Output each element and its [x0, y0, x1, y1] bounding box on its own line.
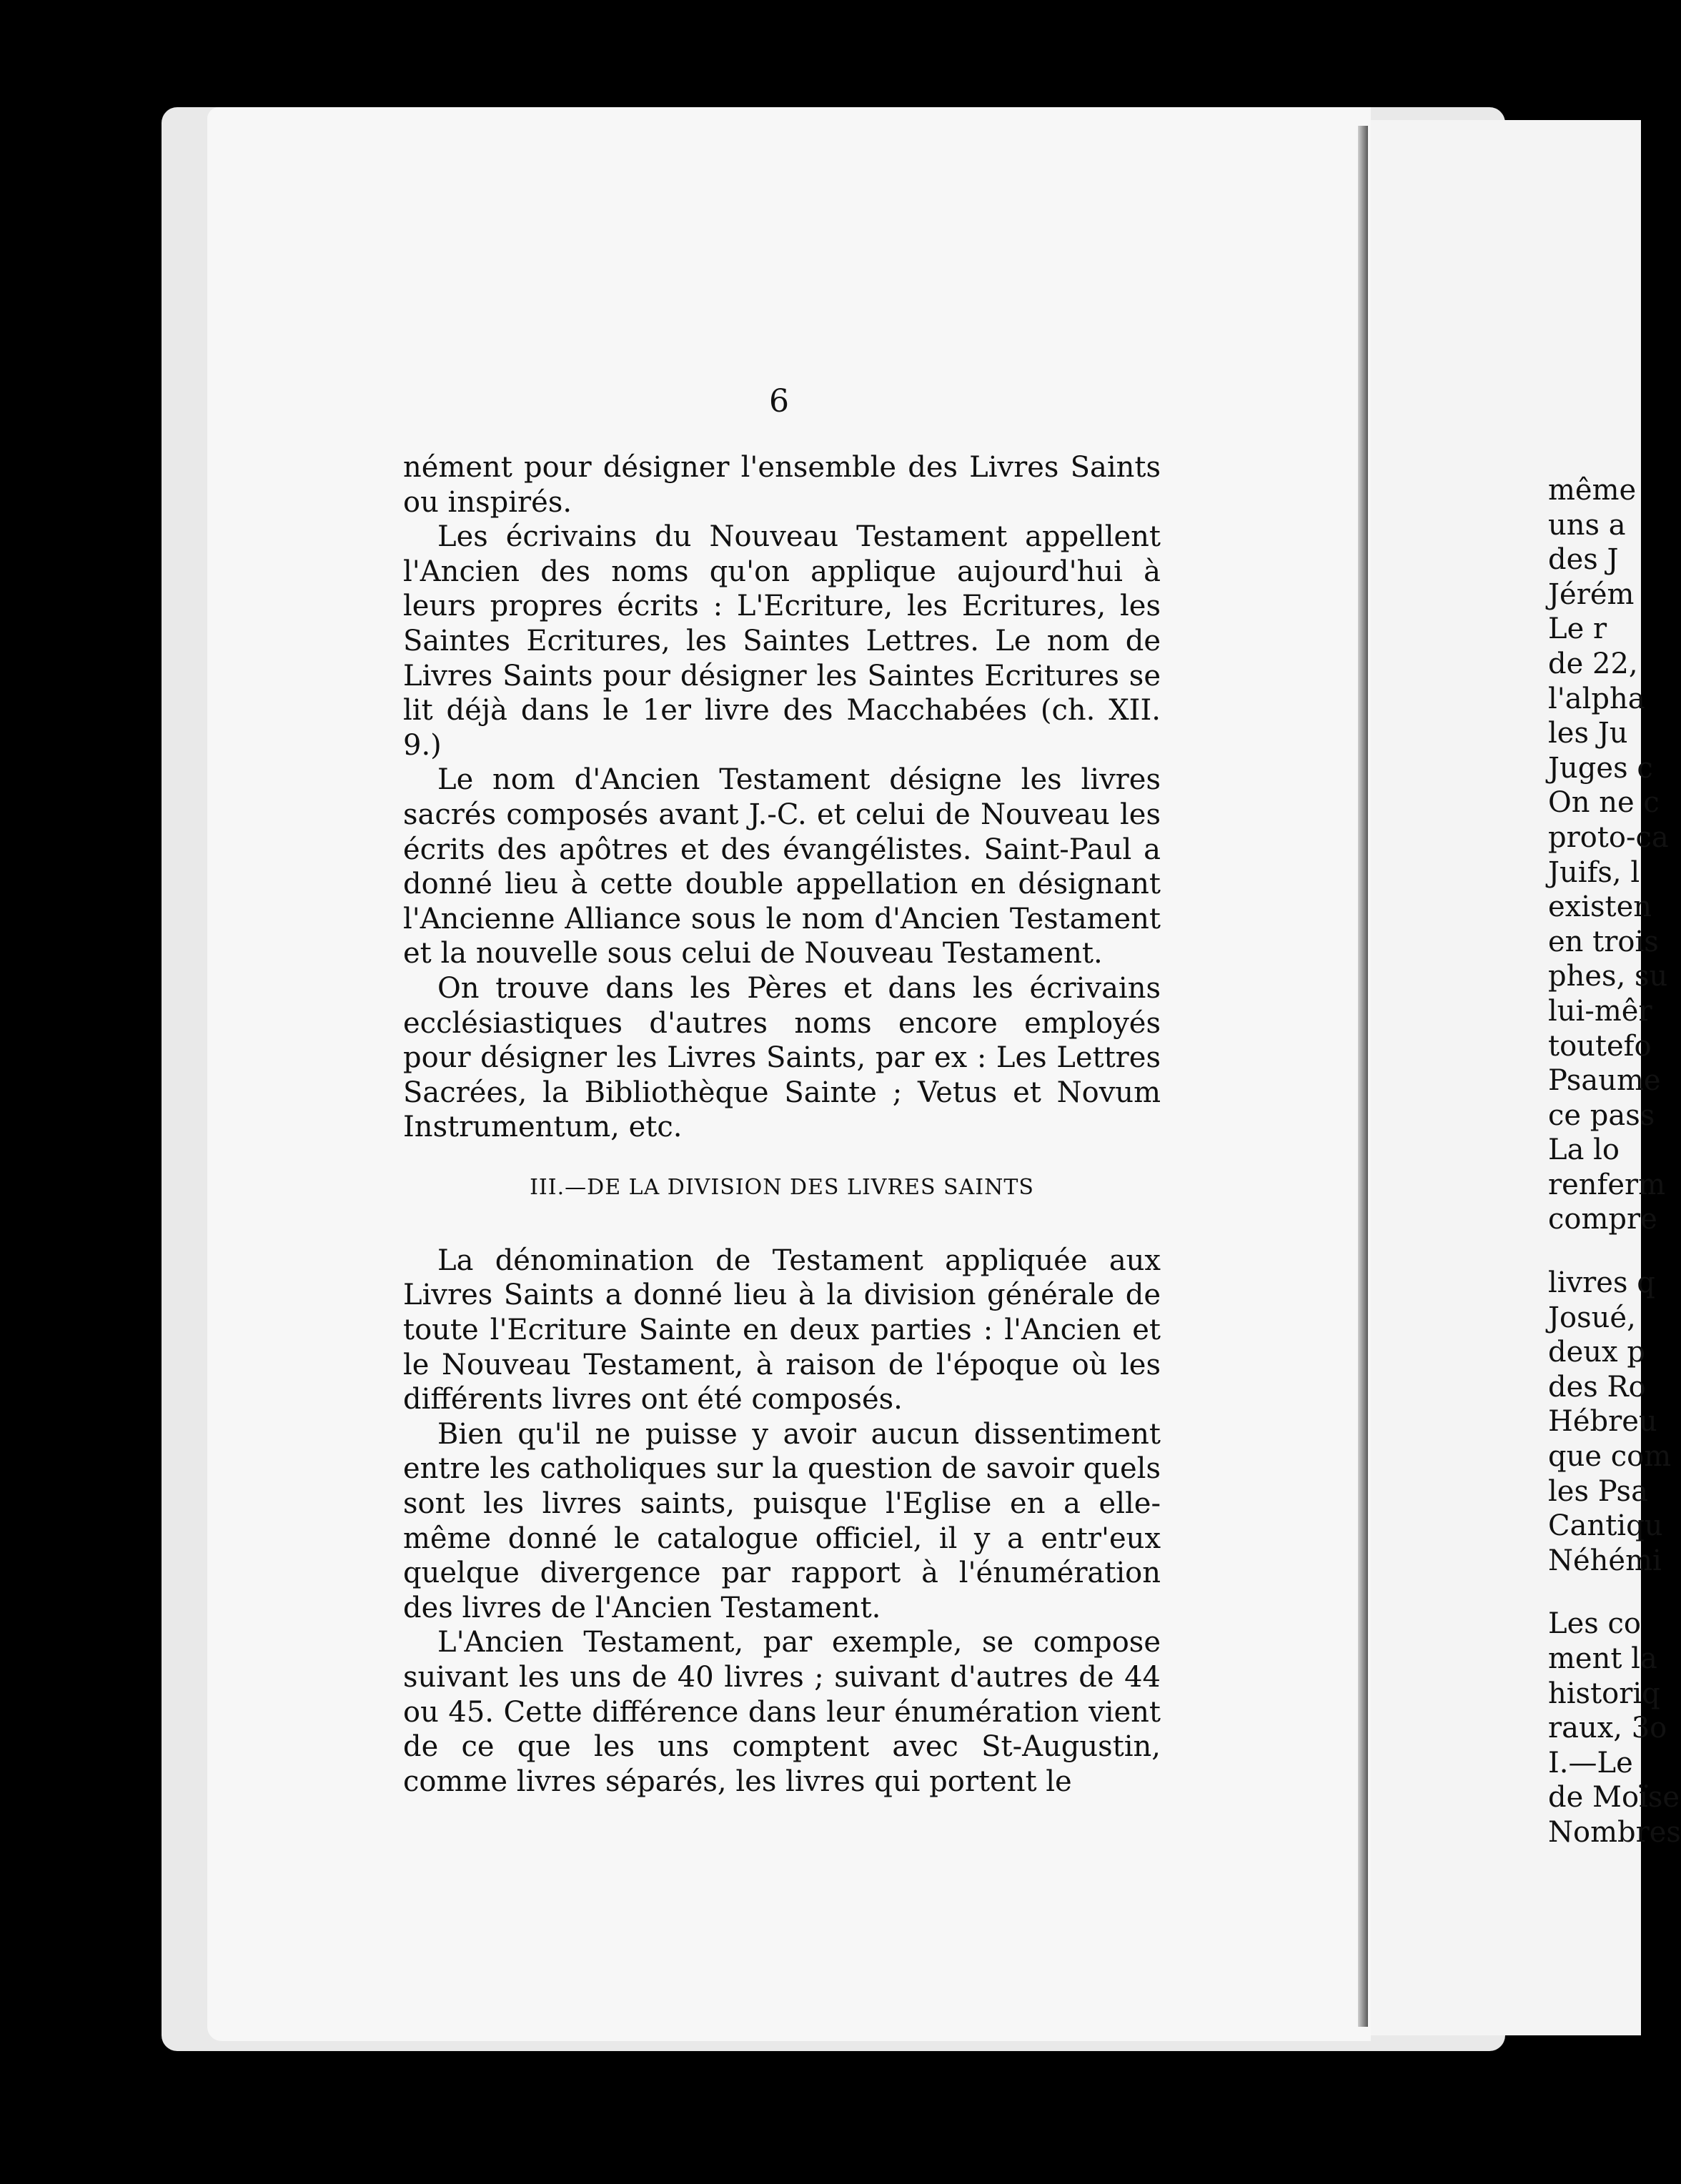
right-page-line: I.—Le [1548, 1746, 1633, 1780]
line-gap [1548, 1578, 1641, 1607]
right-page-line: de 22, [1548, 647, 1638, 680]
left-page-text [403, 450, 1161, 1799]
right-page-line: Jérém [1548, 577, 1635, 611]
right-page-line: existen [1548, 890, 1652, 924]
right-page-line: deux p [1548, 1336, 1645, 1369]
right-page-line: que com [1548, 1440, 1672, 1474]
right-page-line: livres q [1548, 1266, 1655, 1300]
right-page-line: les Psa [1548, 1474, 1648, 1508]
right-page-line: Juges c [1548, 751, 1653, 785]
paragraph-7: L'Ancien Testament, par exemple, se compose suivant les uns de 40 livres ; suivant d'autres de 44 ou 45. Cette différence dans leur énumération vient de ce que les uns comptent avec St-Augustin, comme livres séparés, les livres qui portent le [403, 1626, 1161, 1798]
right-page-text [1548, 473, 1681, 1850]
right-page-line: renferm [1548, 1168, 1666, 1201]
right-page-line: les Ju [1548, 717, 1628, 750]
right-page-line: uns a [1548, 508, 1626, 542]
right-page-line: en trois [1548, 925, 1659, 958]
right-page-line: Néhémi [1548, 1544, 1662, 1577]
right-page-line: Hébreu [1548, 1405, 1657, 1439]
right-page-line: Les co [1548, 1607, 1641, 1641]
right-page-line: La lo [1548, 1133, 1620, 1167]
right-page-line: Nombres [1548, 1815, 1681, 1849]
paragraph-2: Les écrivains du Nouveau Testament appellent l'Ancien des noms qu'on applique aujourd'hui à leurs propres écrits : L'Ecriture, les Ecritures, les Saintes Ecritures, les Saintes Lettres. Le nom de Livres Saints pour désigner les Saintes Ecritures se lit déjà dans le 1er livre des Macchabées (ch. XII. 9.) [403, 520, 1161, 762]
right-page-line: des Ro [1548, 1370, 1646, 1404]
right-page-line: On ne c [1548, 786, 1660, 820]
book-gutter [1358, 126, 1368, 2027]
paragraph-6: Bien qu'il ne puisse y avoir aucun dissentiment entre les catholiques sur la question de savoir quels sont les livres saints, puisque l'Eglise en a elle-même donné le catalogue officiel, il y a entr'eux quelque divergence par rapport à l'énumération des livres de l'Ancien Testament. [403, 1417, 1161, 1624]
line-gap [1548, 1237, 1641, 1266]
right-page-line: Josué, [1548, 1301, 1636, 1334]
paragraph-3: Le nom d'Ancien Testament désigne les livres sacrés composés avant J.-C. et celui de Nouveau les écrits des apôtres et des évangélistes. Saint-Paul a donné lieu à cette double appellation en désignant l'Ancienne Alliance sous le nom d'Ancien Testament et la nouvelle sous celui de Nouveau Testament. [403, 763, 1161, 971]
right-page-line: l'alpha [1548, 682, 1645, 715]
section-heading: III.—DE LA DIVISION DES LIVRES SAINTS [530, 1174, 1034, 1200]
right-page-line: compre [1548, 1203, 1657, 1236]
right-page-line: lui-mêr [1548, 994, 1652, 1028]
right-page-line: Psaume [1548, 1064, 1661, 1098]
right-page-line: Cantiqu [1548, 1509, 1663, 1543]
right-page-line: Le r [1548, 612, 1607, 646]
paragraph-1: nément pour désigner l'ensemble des Livres Saints ou inspirés. [403, 451, 1161, 519]
right-page-line: ce pass [1548, 1098, 1655, 1132]
right-page-line: proto-ca [1548, 820, 1669, 854]
right-page-line: de Moïse [1548, 1781, 1680, 1815]
right-page-line: toutefo [1548, 1029, 1652, 1063]
right-page-line: raux, 3o [1548, 1712, 1667, 1745]
right-page-line: phes, su [1548, 960, 1668, 993]
paragraph-4: On trouve dans les Pères et dans les écrivains ecclésiastiques d'autres noms encore employés pour désigner les Livres Saints, par ex : Les Lettres Sacrées, la Bibliothèque Sainte ; Vetus et Novum Instrumentum, etc. [403, 971, 1161, 1144]
page-number: 6 [769, 383, 789, 420]
right-page-line: Juifs, l [1548, 855, 1640, 889]
paragraph-5: La dénomination de Testament appliquée aux Livres Saints a donné lieu à la division générale de toute l'Ecriture Sainte en deux parties : l'Ancien et le Nouveau Testament, à raison de l'époque où les différents livres ont été composés. [403, 1244, 1161, 1416]
right-page-line: historiq [1548, 1677, 1660, 1710]
right-page-line: ment la [1548, 1642, 1657, 1675]
right-page-line: des J [1548, 543, 1619, 577]
right-page-line: même [1548, 474, 1637, 507]
